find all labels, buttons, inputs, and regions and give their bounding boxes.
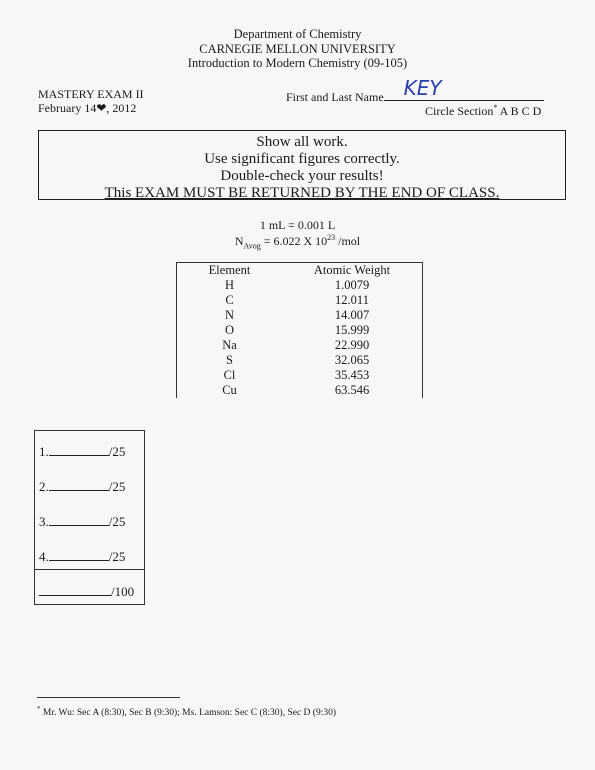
instruction-line: Show all work. [256, 134, 348, 150]
table-row: S 32.065 [226, 353, 370, 367]
score-q4[interactable]: 4. /25 [39, 549, 126, 564]
table-row: C 12.011 [225, 293, 369, 307]
table-row: Cu 63.546 [222, 383, 370, 397]
section-footnote-mark: * [493, 103, 498, 112]
section-options[interactable]: A B C D [499, 104, 542, 118]
section-selector[interactable] [425, 103, 541, 119]
exam-title: MASTERY EXAM II [38, 87, 144, 101]
instruction-line: Double-check your results! [220, 168, 384, 184]
name-blank[interactable] [384, 76, 544, 101]
table-row: H 1.0079 [224, 278, 370, 292]
score-q2[interactable]: 2. /25 [39, 479, 126, 494]
instruction-line: Use significant figures correctly. [204, 151, 400, 167]
department-title: Department of Chemistry [233, 27, 362, 41]
course-title: Introduction to Modern Chemistry (09-105) [187, 56, 408, 70]
footnote: * Mr. Wu: Sec A (8:30), Sec B (9:30); Ms. Lamson: Sec C (8:30), Sec D (9:30) [37, 705, 336, 719]
footnote-rule [37, 697, 180, 698]
instructions-box [38, 130, 566, 200]
ml-conversion: 1 mL = 0.001 L [259, 218, 336, 232]
name-value: KEY [403, 76, 442, 100]
section-label: Circle Section [425, 104, 494, 118]
instruction-line: This EXAM MUST BE RETURNED BY THE END OF CLASS. [104, 185, 500, 201]
exam-date: February 14❤, 2012 [38, 101, 137, 115]
score-divider [35, 569, 144, 570]
atomic-weight-table [176, 262, 423, 398]
score-total[interactable]: /100 [39, 584, 134, 600]
table-row: Na 22.990 [222, 338, 370, 352]
name-label: First and Last Name [286, 90, 384, 104]
table-row: N 14.007 [224, 308, 370, 322]
score-q3[interactable]: 3. /25 [39, 514, 126, 529]
avogadro-constant: $N_{Avog} = 6.022$ X $10^{23}$ /mol [234, 233, 361, 251]
score-box [34, 430, 145, 605]
table-row: O 15.999 [224, 323, 370, 337]
score-q1[interactable]: 1. /25 [39, 444, 126, 459]
table-row: Cl 35.453 [223, 368, 370, 382]
university-title: CARNEGIE MELLON UNIVERSITY [199, 42, 396, 56]
table-header: Element Atomic Weight [208, 263, 391, 277]
